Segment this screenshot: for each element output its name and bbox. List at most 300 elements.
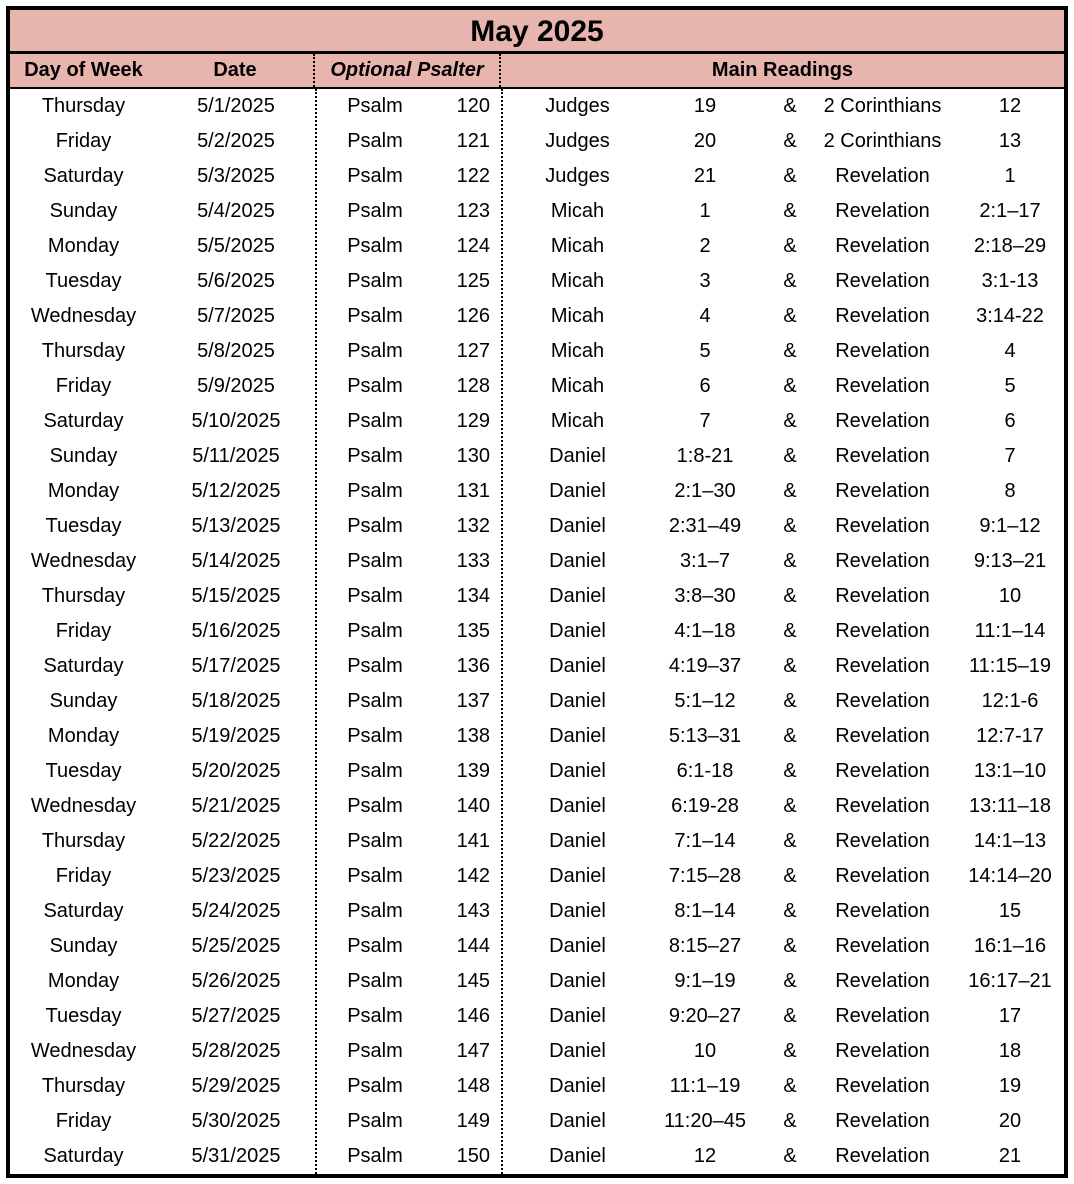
- ot-book-cell: Daniel: [549, 620, 606, 642]
- ampersand-cell: &: [783, 375, 797, 397]
- nt-chapter-cell: 12: [998, 95, 1022, 117]
- nt-book-cell: Revelation: [835, 1075, 930, 1097]
- ot-book-cell: Judges: [545, 130, 610, 152]
- nt-chapter-cell: 18: [998, 1040, 1022, 1062]
- day-of-week-cell: Friday: [55, 1110, 112, 1132]
- psalm-label-cell: Psalm: [347, 165, 403, 187]
- table-row: [10, 1104, 1064, 1139]
- psalm-label-cell: Psalm: [347, 95, 403, 117]
- table-row: [10, 614, 1064, 649]
- day-of-week-cell: Tuesday: [45, 760, 122, 782]
- date-cell: 5/13/2025: [191, 515, 281, 537]
- ampersand-cell: &: [783, 935, 797, 957]
- psalm-number-cell: 135: [456, 620, 490, 642]
- ot-chapter-cell: 4:1–18: [674, 620, 736, 642]
- nt-chapter-cell: 8: [1004, 480, 1016, 502]
- psalm-label-cell: Psalm: [347, 795, 403, 817]
- date-cell: 5/17/2025: [191, 655, 281, 677]
- day-of-week-cell: Thursday: [41, 1075, 126, 1097]
- day-of-week-cell: Wednesday: [30, 305, 137, 327]
- ampersand-cell: &: [783, 200, 797, 222]
- nt-chapter-cell: 2:18–29: [973, 235, 1047, 257]
- date-cell: 5/29/2025: [191, 1075, 281, 1097]
- ampersand-cell: &: [783, 480, 797, 502]
- nt-book-cell: Revelation: [835, 340, 930, 362]
- ot-book-cell: Micah: [550, 340, 605, 362]
- ot-chapter-cell: 3:1–7: [679, 550, 731, 572]
- date-cell: 5/6/2025: [197, 270, 275, 292]
- column-header-row: [10, 54, 1064, 89]
- ot-book-cell: Micah: [550, 410, 605, 432]
- nt-chapter-cell: 13:1–10: [973, 760, 1047, 782]
- day-of-week-cell: Friday: [55, 620, 112, 642]
- nt-book-cell: Revelation: [835, 900, 930, 922]
- day-of-week-cell: Thursday: [41, 830, 126, 852]
- ot-book-cell: Daniel: [549, 900, 606, 922]
- day-of-week-cell: Thursday: [41, 585, 126, 607]
- ot-chapter-cell: 11:1–19: [669, 1075, 741, 1097]
- table-row: [10, 1069, 1064, 1104]
- ot-book-cell: Micah: [550, 270, 605, 292]
- nt-chapter-cell: 5: [1004, 375, 1016, 397]
- date-cell: 5/18/2025: [191, 690, 281, 712]
- ot-chapter-cell: 9:20–27: [668, 1005, 742, 1027]
- nt-book-cell: Revelation: [835, 865, 930, 887]
- ot-chapter-cell: 6:1-18: [676, 760, 734, 782]
- nt-book-cell: Revelation: [835, 690, 930, 712]
- psalm-label-cell: Psalm: [347, 690, 403, 712]
- psalm-number-cell: 150: [456, 1145, 490, 1167]
- table-row: [10, 404, 1064, 439]
- ot-book-cell: Daniel: [549, 690, 606, 712]
- ampersand-cell: &: [783, 550, 797, 572]
- ot-book-cell: Daniel: [549, 480, 606, 502]
- day-of-week-cell: Friday: [55, 130, 112, 152]
- table-row: [10, 789, 1064, 824]
- ot-chapter-cell: 21: [693, 165, 717, 187]
- psalm-label-cell: Psalm: [347, 1110, 403, 1132]
- ampersand-cell: &: [783, 830, 797, 852]
- ot-chapter-cell: 6: [699, 375, 711, 397]
- ot-chapter-cell: 3:8–30: [674, 585, 736, 607]
- ampersand-cell: &: [783, 1110, 797, 1132]
- table-row: [10, 719, 1064, 754]
- ot-chapter-cell: 2: [699, 235, 711, 257]
- ampersand-cell: &: [783, 1145, 797, 1167]
- date-cell: 5/26/2025: [191, 970, 281, 992]
- psalm-label-cell: Psalm: [347, 340, 403, 362]
- date-cell: 5/24/2025: [191, 900, 281, 922]
- day-of-week-cell: Saturday: [43, 655, 124, 677]
- ampersand-cell: &: [783, 725, 797, 747]
- nt-book-cell: Revelation: [835, 200, 930, 222]
- psalm-number-cell: 137: [456, 690, 490, 712]
- table-row: [10, 859, 1064, 894]
- table-row: [10, 1139, 1064, 1174]
- ot-chapter-cell: 1:8-21: [676, 445, 734, 467]
- nt-chapter-cell: 7: [1004, 445, 1016, 467]
- ot-book-cell: Micah: [550, 200, 605, 222]
- nt-chapter-cell: 19: [998, 1075, 1022, 1097]
- psalm-number-cell: 131: [456, 480, 490, 502]
- psalm-number-cell: 149: [456, 1110, 490, 1132]
- psalm-number-cell: 146: [456, 1005, 490, 1027]
- psalm-label-cell: Psalm: [347, 935, 403, 957]
- psalm-number-cell: 138: [456, 725, 490, 747]
- ot-chapter-cell: 1: [699, 200, 711, 222]
- nt-chapter-cell: 3:1-13: [981, 270, 1039, 292]
- psalm-label-cell: Psalm: [347, 480, 403, 502]
- nt-chapter-cell: 12:7-17: [976, 725, 1044, 747]
- nt-chapter-cell: 11:1–14: [974, 620, 1046, 642]
- table-row: [10, 964, 1064, 999]
- nt-chapter-cell: 9:13–21: [973, 550, 1047, 572]
- nt-chapter-cell: 11:15–19: [969, 655, 1051, 677]
- ot-chapter-cell: 2:1–30: [674, 480, 736, 502]
- day-of-week-cell: Monday: [47, 725, 120, 747]
- ot-book-cell: Daniel: [549, 830, 606, 852]
- nt-book-cell: Revelation: [835, 585, 930, 607]
- ampersand-cell: &: [783, 95, 797, 117]
- nt-book-cell: Revelation: [835, 970, 930, 992]
- ampersand-cell: &: [783, 795, 797, 817]
- day-of-week-cell: Monday: [47, 970, 120, 992]
- ampersand-cell: &: [783, 1005, 797, 1027]
- ot-book-cell: Daniel: [549, 865, 606, 887]
- ot-chapter-cell: 4: [699, 305, 711, 327]
- psalm-label-cell: Psalm: [347, 760, 403, 782]
- nt-chapter-cell: 6: [1004, 410, 1016, 432]
- psalm-label-cell: Psalm: [347, 970, 403, 992]
- nt-chapter-cell: 9:1–12: [979, 515, 1041, 537]
- date-cell: 5/20/2025: [191, 760, 281, 782]
- date-cell: 5/5/2025: [197, 235, 275, 257]
- ampersand-cell: &: [783, 970, 797, 992]
- ampersand-cell: &: [783, 445, 797, 467]
- nt-book-cell: Revelation: [835, 935, 930, 957]
- day-of-week-cell: Friday: [55, 375, 112, 397]
- psalm-label-cell: Psalm: [347, 1075, 403, 1097]
- ot-chapter-cell: 8:15–27: [668, 935, 742, 957]
- nt-chapter-cell: 12:1-6: [981, 690, 1039, 712]
- ampersand-cell: &: [783, 865, 797, 887]
- nt-chapter-cell: 15: [998, 900, 1022, 922]
- nt-book-cell: Revelation: [835, 1040, 930, 1062]
- ot-chapter-cell: 8:1–14: [674, 900, 736, 922]
- table-row: [10, 929, 1064, 964]
- date-cell: 5/19/2025: [191, 725, 281, 747]
- ampersand-cell: &: [783, 130, 797, 152]
- table-row: [10, 159, 1064, 194]
- date-cell: 5/7/2025: [197, 305, 275, 327]
- date-cell: 5/22/2025: [191, 830, 281, 852]
- ot-chapter-cell: 2:31–49: [668, 515, 742, 537]
- ot-book-cell: Daniel: [549, 1075, 606, 1097]
- date-cell: 5/21/2025: [191, 795, 281, 817]
- ampersand-cell: &: [783, 900, 797, 922]
- psalm-label-cell: Psalm: [347, 515, 403, 537]
- psalm-label-cell: Psalm: [347, 410, 403, 432]
- psalm-number-cell: 134: [456, 585, 490, 607]
- table-row: [10, 684, 1064, 719]
- ampersand-cell: &: [783, 235, 797, 257]
- table-row: [10, 89, 1064, 124]
- psalm-label-cell: Psalm: [347, 200, 403, 222]
- psalm-label-cell: Psalm: [347, 655, 403, 677]
- ampersand-cell: &: [783, 165, 797, 187]
- nt-chapter-cell: 3:14-22: [976, 305, 1044, 327]
- ot-book-cell: Daniel: [549, 1005, 606, 1027]
- psalm-number-cell: 121: [456, 130, 490, 152]
- nt-book-cell: Revelation: [835, 655, 930, 677]
- page-title: May 2025: [10, 10, 1064, 54]
- ot-book-cell: Micah: [550, 235, 605, 257]
- table-row: [10, 194, 1064, 229]
- nt-chapter-cell: 13:11–18: [969, 795, 1051, 817]
- ot-book-cell: Daniel: [549, 445, 606, 467]
- day-of-week-cell: Monday: [47, 235, 120, 257]
- ot-chapter-cell: 7:1–14: [674, 830, 736, 852]
- date-cell: 5/27/2025: [191, 1005, 281, 1027]
- date-cell: 5/1/2025: [197, 95, 275, 117]
- date-cell: 5/23/2025: [191, 865, 281, 887]
- psalm-label-cell: Psalm: [347, 550, 403, 572]
- ot-book-cell: Daniel: [549, 935, 606, 957]
- ampersand-cell: &: [783, 620, 797, 642]
- date-cell: 5/14/2025: [191, 550, 281, 572]
- day-of-week-cell: Saturday: [43, 1145, 124, 1167]
- nt-chapter-cell: 21: [998, 1145, 1022, 1167]
- psalm-number-cell: 145: [456, 970, 490, 992]
- ot-chapter-cell: 11:20–45: [664, 1110, 746, 1132]
- ampersand-cell: &: [783, 690, 797, 712]
- ot-book-cell: Daniel: [549, 1110, 606, 1132]
- date-cell: 5/12/2025: [191, 480, 281, 502]
- ampersand-cell: &: [783, 760, 797, 782]
- table-row: [10, 334, 1064, 369]
- nt-chapter-cell: 16:17–21: [968, 970, 1052, 992]
- psalm-number-cell: 144: [456, 935, 490, 957]
- table-row: [10, 509, 1064, 544]
- psalm-number-cell: 127: [456, 340, 490, 362]
- ot-chapter-cell: 12: [693, 1145, 717, 1167]
- nt-book-cell: Revelation: [835, 165, 930, 187]
- nt-chapter-cell: 14:1–13: [973, 830, 1047, 852]
- psalm-number-cell: 133: [456, 550, 490, 572]
- ot-chapter-cell: 6:19-28: [671, 795, 739, 817]
- day-of-week-cell: Thursday: [41, 95, 126, 117]
- ampersand-cell: &: [783, 305, 797, 327]
- ot-book-cell: Daniel: [549, 585, 606, 607]
- date-cell: 5/16/2025: [191, 620, 281, 642]
- psalm-label-cell: Psalm: [347, 1145, 403, 1167]
- ot-book-cell: Judges: [545, 165, 610, 187]
- day-of-week-cell: Wednesday: [30, 1040, 137, 1062]
- date-cell: 5/30/2025: [191, 1110, 281, 1132]
- psalm-number-cell: 130: [456, 445, 490, 467]
- day-of-week-cell: Wednesday: [30, 550, 137, 572]
- day-of-week-cell: Sunday: [49, 200, 118, 222]
- psalm-number-cell: 125: [456, 270, 490, 292]
- nt-book-cell: 2 Corinthians: [823, 95, 942, 117]
- ot-book-cell: Daniel: [549, 795, 606, 817]
- table-row: [10, 824, 1064, 859]
- table-row: [10, 649, 1064, 684]
- psalm-label-cell: Psalm: [347, 305, 403, 327]
- nt-book-cell: Revelation: [835, 760, 930, 782]
- nt-chapter-cell: 16:1–16: [973, 935, 1047, 957]
- ot-chapter-cell: 7:15–28: [668, 865, 742, 887]
- psalm-number-cell: 141: [456, 830, 490, 852]
- nt-book-cell: Revelation: [835, 375, 930, 397]
- ot-chapter-cell: 3: [699, 270, 711, 292]
- psalm-label-cell: Psalm: [347, 375, 403, 397]
- day-of-week-cell: Wednesday: [30, 795, 137, 817]
- ot-chapter-cell: 5: [699, 340, 711, 362]
- nt-chapter-cell: 17: [998, 1005, 1022, 1027]
- psalm-number-cell: 142: [456, 865, 490, 887]
- ot-chapter-cell: 7: [699, 410, 711, 432]
- day-of-week-cell: Tuesday: [45, 270, 122, 292]
- nt-book-cell: Revelation: [835, 620, 930, 642]
- table-row: [10, 299, 1064, 334]
- psalm-number-cell: 122: [456, 165, 490, 187]
- table-row: [10, 369, 1064, 404]
- ampersand-cell: &: [783, 655, 797, 677]
- date-cell: 5/10/2025: [191, 410, 281, 432]
- nt-book-cell: Revelation: [835, 725, 930, 747]
- table-row: [10, 1034, 1064, 1069]
- ot-book-cell: Daniel: [549, 655, 606, 677]
- psalm-number-cell: 120: [456, 95, 490, 117]
- day-of-week-cell: Monday: [47, 480, 120, 502]
- nt-book-cell: Revelation: [835, 830, 930, 852]
- reading-plan-table: [6, 6, 1068, 1178]
- psalm-number-cell: 147: [456, 1040, 490, 1062]
- date-cell: 5/31/2025: [191, 1145, 281, 1167]
- header-day-of-week: Day of Week: [24, 59, 143, 81]
- psalm-label-cell: Psalm: [347, 725, 403, 747]
- ot-chapter-cell: 9:1–19: [674, 970, 736, 992]
- psalm-number-cell: 128: [456, 375, 490, 397]
- table-row: [10, 264, 1064, 299]
- day-of-week-cell: Sunday: [49, 445, 118, 467]
- psalm-number-cell: 129: [456, 410, 490, 432]
- day-of-week-cell: Sunday: [49, 935, 118, 957]
- psalm-label-cell: Psalm: [347, 865, 403, 887]
- psalm-label-cell: Psalm: [347, 445, 403, 467]
- day-of-week-cell: Saturday: [43, 410, 124, 432]
- day-of-week-cell: Sunday: [49, 690, 118, 712]
- date-cell: 5/28/2025: [191, 1040, 281, 1062]
- ot-book-cell: Daniel: [549, 725, 606, 747]
- nt-book-cell: Revelation: [835, 410, 930, 432]
- psalm-number-cell: 123: [456, 200, 490, 222]
- nt-book-cell: Revelation: [835, 1110, 930, 1132]
- ampersand-cell: &: [783, 410, 797, 432]
- nt-book-cell: Revelation: [835, 1005, 930, 1027]
- nt-book-cell: Revelation: [835, 515, 930, 537]
- ot-book-cell: Daniel: [549, 1145, 606, 1167]
- ampersand-cell: &: [783, 585, 797, 607]
- psalm-label-cell: Psalm: [347, 830, 403, 852]
- psalm-label-cell: Psalm: [347, 235, 403, 257]
- ot-chapter-cell: 20: [693, 130, 717, 152]
- psalm-number-cell: 132: [456, 515, 490, 537]
- psalm-label-cell: Psalm: [347, 585, 403, 607]
- day-of-week-cell: Tuesday: [45, 515, 122, 537]
- psalm-number-cell: 136: [456, 655, 490, 677]
- nt-book-cell: 2 Corinthians: [823, 130, 942, 152]
- date-cell: 5/4/2025: [197, 200, 275, 222]
- nt-book-cell: Revelation: [835, 270, 930, 292]
- ot-book-cell: Daniel: [549, 760, 606, 782]
- psalm-number-cell: 124: [456, 235, 490, 257]
- ot-book-cell: Micah: [550, 375, 605, 397]
- ampersand-cell: &: [783, 340, 797, 362]
- date-cell: 5/15/2025: [191, 585, 281, 607]
- table-row: [10, 999, 1064, 1034]
- nt-book-cell: Revelation: [835, 480, 930, 502]
- table-row: [10, 579, 1064, 614]
- nt-chapter-cell: 14:14–20: [968, 865, 1052, 887]
- nt-chapter-cell: 2:1–17: [979, 200, 1041, 222]
- psalm-label-cell: Psalm: [347, 1040, 403, 1062]
- table-row: [10, 754, 1064, 789]
- psalm-number-cell: 148: [456, 1075, 490, 1097]
- ot-chapter-cell: 10: [693, 1040, 717, 1062]
- psalm-number-cell: 140: [456, 795, 490, 817]
- nt-book-cell: Revelation: [835, 445, 930, 467]
- date-cell: 5/8/2025: [197, 340, 275, 362]
- psalm-label-cell: Psalm: [347, 620, 403, 642]
- psalm-number-cell: 126: [456, 305, 490, 327]
- table-row: [10, 124, 1064, 159]
- table-row: [10, 544, 1064, 579]
- ot-chapter-cell: 5:1–12: [674, 690, 736, 712]
- day-of-week-cell: Saturday: [43, 165, 124, 187]
- ot-book-cell: Daniel: [549, 515, 606, 537]
- table-row: [10, 474, 1064, 509]
- day-of-week-cell: Saturday: [43, 900, 124, 922]
- ampersand-cell: &: [783, 1040, 797, 1062]
- day-of-week-cell: Friday: [55, 865, 112, 887]
- ot-book-cell: Daniel: [549, 1040, 606, 1062]
- ot-book-cell: Judges: [545, 95, 610, 117]
- psalm-label-cell: Psalm: [347, 270, 403, 292]
- date-cell: 5/3/2025: [197, 165, 275, 187]
- ot-book-cell: Daniel: [549, 550, 606, 572]
- psalm-label-cell: Psalm: [347, 130, 403, 152]
- table-row: [10, 229, 1064, 264]
- date-cell: 5/9/2025: [197, 375, 275, 397]
- nt-chapter-cell: 20: [998, 1110, 1022, 1132]
- nt-chapter-cell: 13: [998, 130, 1022, 152]
- table-row: [10, 894, 1064, 929]
- ampersand-cell: &: [783, 515, 797, 537]
- psalm-label-cell: Psalm: [347, 900, 403, 922]
- ot-chapter-cell: 4:19–37: [668, 655, 742, 677]
- ot-chapter-cell: 5:13–31: [668, 725, 742, 747]
- day-of-week-cell: Tuesday: [45, 1005, 122, 1027]
- psalm-number-cell: 139: [456, 760, 490, 782]
- nt-book-cell: Revelation: [835, 795, 930, 817]
- ot-book-cell: Micah: [550, 305, 605, 327]
- table-row: [10, 439, 1064, 474]
- nt-book-cell: Revelation: [835, 235, 930, 257]
- nt-book-cell: Revelation: [835, 550, 930, 572]
- day-of-week-cell: Thursday: [41, 340, 126, 362]
